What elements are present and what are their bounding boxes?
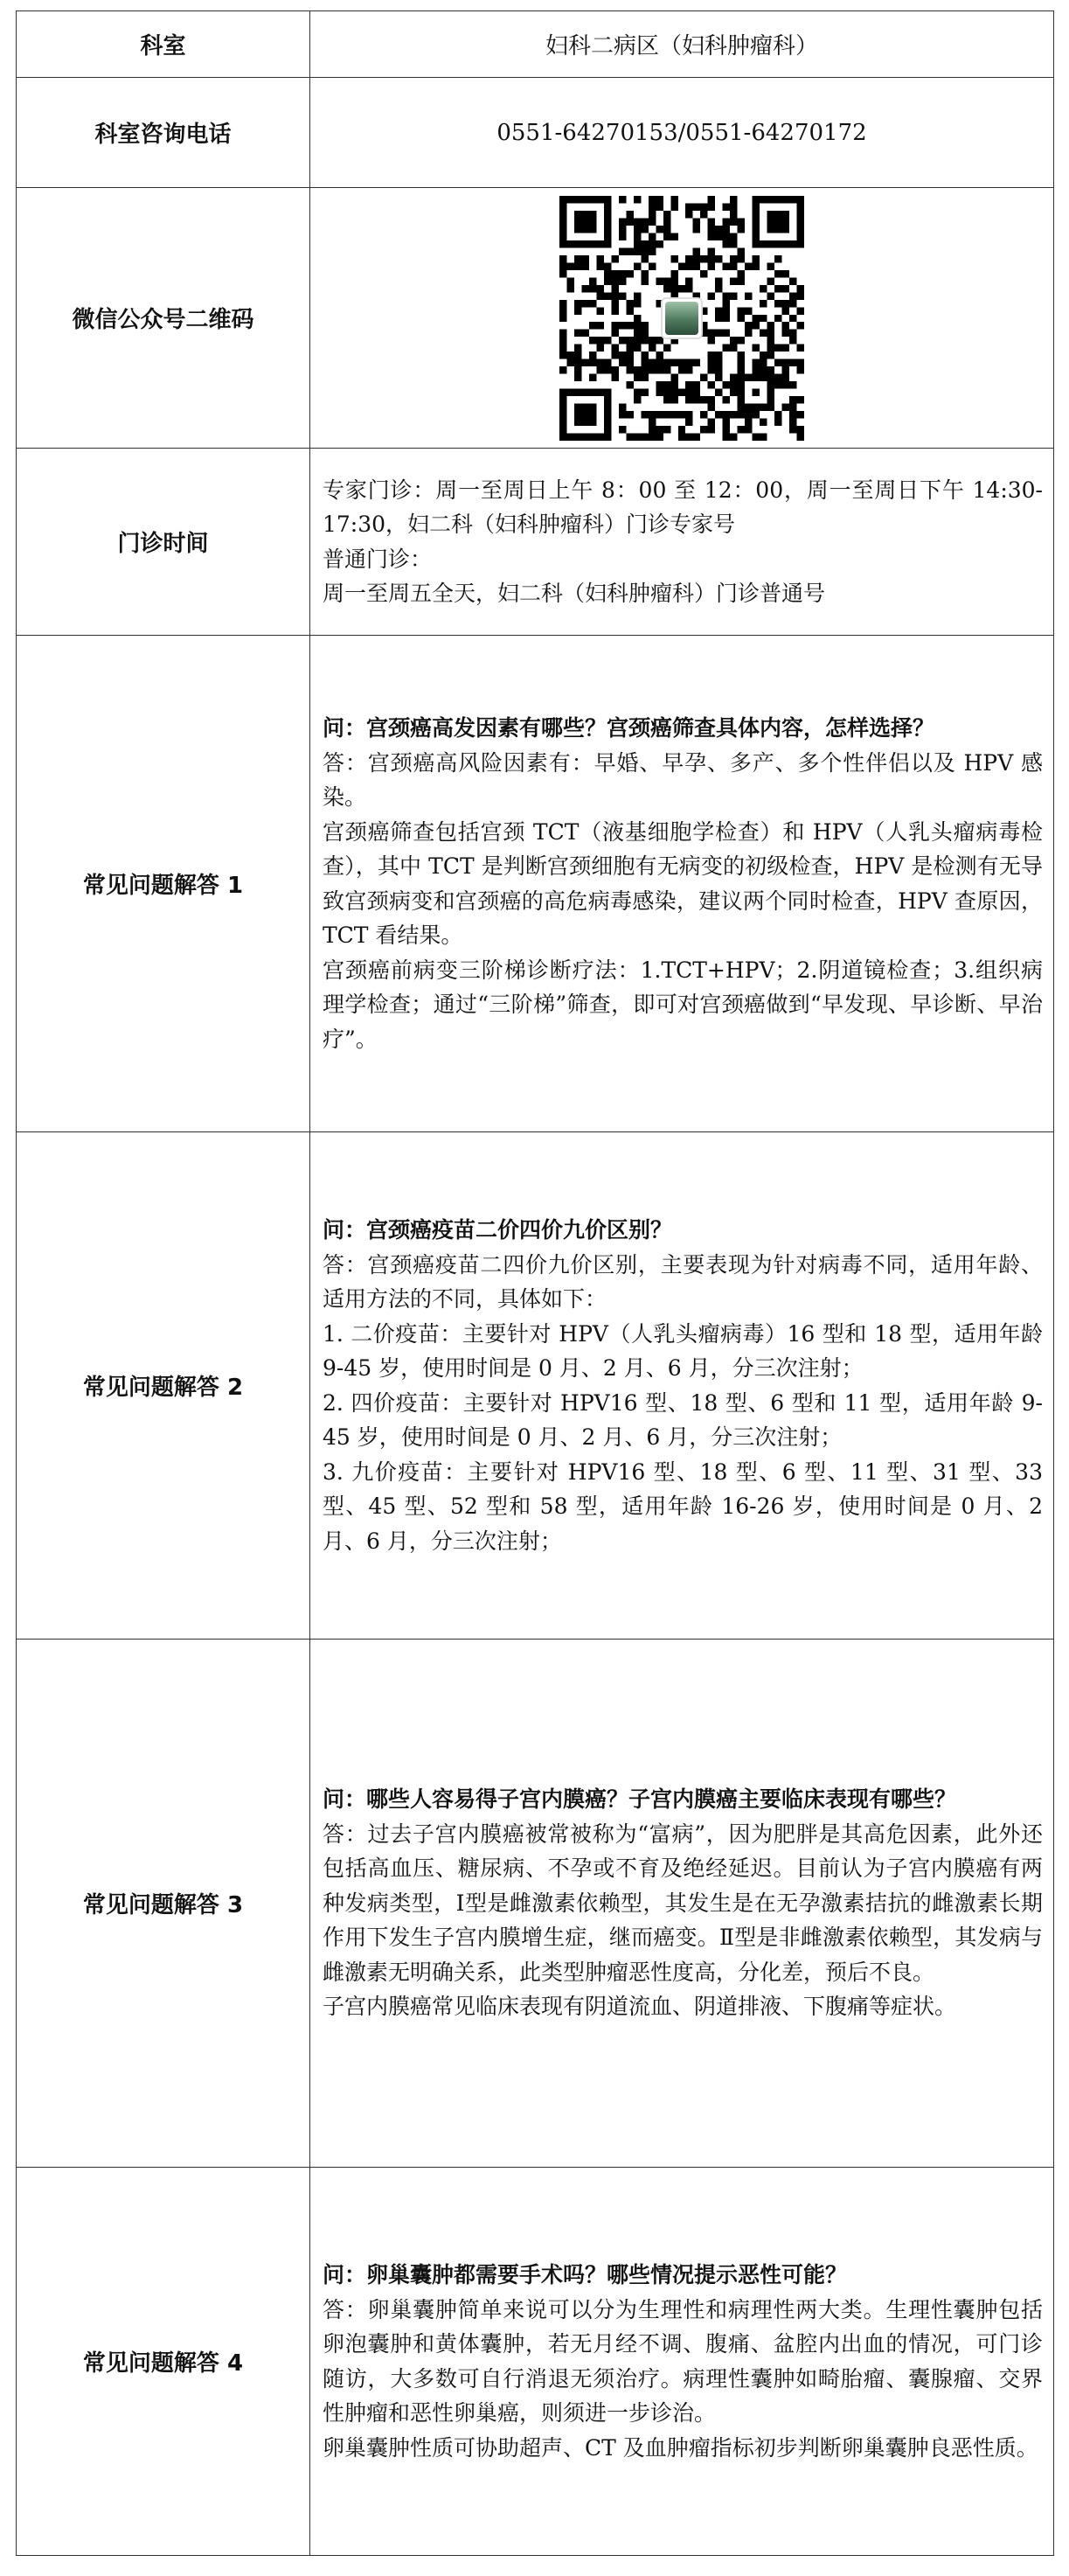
faq-question: 问：宫颈癌高发因素有哪些？宫颈癌筛查具体内容，怎样选择？ [323,715,935,741]
faq-paragraph: 宫颈癌前病变三阶梯诊断疗法：1.TCT+HPV；2.阴道镜检查；3.组织病理学检查；通过“三阶梯”筛查，即可对宫颈癌做到“早发现、早诊断、早治疗”。 [323,957,1043,1052]
clinic-line: 普通门诊： [323,546,433,572]
wechat-row [17,188,1054,449]
clinic-hours [310,449,1054,636]
faq-paragraph: 答：宫颈癌高风险因素有：早婚、早孕、多产、多个性伴侣以及 HPV 感染。 [323,749,1043,810]
faq-paragraph: 卵巢囊肿性质可协助超声、CT 及血肿瘤指标初步判断卵巢囊肿良恶性质。 [323,2434,1038,2461]
faq-paragraph: 子宫内膜癌常见临床表现有阴道流血、阴道排液、下腹痛等症状。 [323,1994,957,2020]
clinic-label: 门诊时间 [17,449,310,636]
faq-question: 问：宫颈癌疫苗二价四价九价区别？ [323,1217,673,1243]
phone-row [17,78,1054,188]
department-info-table [16,10,1054,2556]
faq-row-3 [17,1640,1054,2168]
faq-answer [310,1640,1054,2168]
wechat-label: 微信公众号二维码 [17,188,310,449]
clinic-row [17,449,1054,636]
dept-row [17,11,1054,78]
faq-row-4 [17,2168,1054,2556]
clinic-line: 周一至周五全天，妇二科（妇科肿瘤科）门诊普通号 [323,581,826,606]
qr-logo-icon [661,297,703,339]
qr-code-icon[interactable] [559,196,804,441]
faq-paragraph: 答：宫颈癌疫苗二四价九价区别，主要表现为针对病毒不同，适用年龄、适用方法的不同，具体如下： [323,1251,1043,1312]
dept-label: 科室 [17,11,310,78]
clinic-line: 专家门诊：周一至周日上午 8：00 至 12：00，周一至周日下午 14:30-17:30，妇二科（妇科肿瘤科）门诊专家号 [323,477,1043,537]
faq-label: 常见问题解答 2 [17,1132,310,1640]
faq-row-2 [17,1132,1054,1640]
faq-paragraph: 答：过去子宫内膜癌被常被称为“富病”，因为肥胖是其高危因素，此外还包括高血压、糖尿病、不孕或不育及绝经延迟。目前认为子宫内膜癌有两种发病类型，Ⅰ型是雌激素依赖型，其发生是在无孕激素拮抗的雌激素长期作用下发生子宫内膜增生症，继而癌变。Ⅱ型是非雌激素依赖型，其发病与雌激素无明确关系，此类型肿瘤恶性度高，分化差，预后不良。 [323,1821,1043,1985]
phone-label: 科室咨询电话 [17,78,310,188]
faq-paragraph: 答：卵巢囊肿简单来说可以分为生理性和病理性两大类。生理性囊肿包括卵泡囊肿和黄体囊肿，若无月经不调、腹痛、盆腔内出血的情况，可门诊随访，大多数可自行消退无须治疗。病理性囊肿如畸胎瘤、囊腺瘤、交界性肿瘤和恶性卵巢癌，则须进一步诊治。 [323,2296,1043,2426]
faq-label: 常见问题解答 1 [17,636,310,1132]
phone-value: 0551-64270153/0551-64270172 [310,78,1054,188]
faq-label: 常见问题解答 3 [17,1640,310,2168]
faq-paragraph: 3. 九价疫苗：主要针对 HPV16 型、18 型、6 型、11 型、31 型、33 型、45 型、52 型和 58 型，适用年龄 16-26 岁，使用时间是 0 月、2 月、6 月，分三次注射； [323,1459,1043,1554]
faq-question: 问：卵巢囊肿都需要手术吗？哪些情况提示恶性可能？ [323,2262,848,2287]
faq-answer [310,1132,1054,1640]
dept-value: 妇科二病区（妇科肿瘤科） [310,11,1054,78]
faq-question: 问：哪些人容易得子宫内膜癌？子宫内膜癌主要临床表现有哪些？ [323,1786,957,1813]
faq-paragraph: 宫颈癌筛查包括宫颈 TCT（液基细胞学检查）和 HPV（人乳头瘤病毒检查），其中 TCT 是判断宫颈细胞有无病变的初级检查，HPV 是检测有无导致宫颈病变和宫颈癌的高危病毒感染，建议两个同时检查，HPV 查原因，TCT 看结果。 [323,818,1043,948]
faq-answer [310,2168,1054,2556]
wechat-qr-cell [310,188,1054,449]
faq-paragraph: 1. 二价疫苗：主要针对 HPV（人乳头瘤病毒）16 型和 18 型，适用年龄 9-45 岁，使用时间是 0 月、2 月、6 月，分三次注射； [323,1320,1043,1381]
faq-answer [310,636,1054,1132]
faq-row-1 [17,636,1054,1132]
faq-paragraph: 2. 四价疫苗：主要针对 HPV16 型、18 型、6 型和 11 型，适用年龄 9-45 岁，使用时间是 0 月、2 月、6 月，分三次注射； [323,1389,1043,1450]
faq-label: 常见问题解答 4 [17,2168,310,2556]
